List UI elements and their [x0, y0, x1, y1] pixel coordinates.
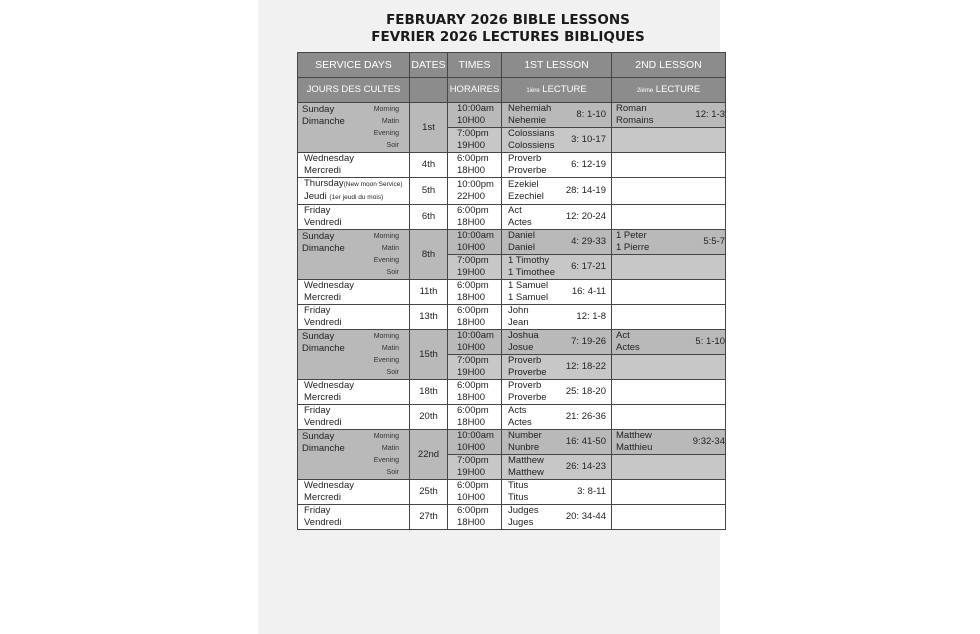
book-fr: Actes [616, 342, 640, 353]
date-cell: 13th [410, 305, 448, 330]
verse-ref: 7: 19-26 [571, 336, 606, 347]
date-cell: 22nd [410, 430, 448, 480]
day-en: Friday [304, 205, 331, 216]
day-en: Wednesday [304, 280, 354, 291]
lesson2-cell [612, 480, 726, 505]
time-en: 6:00pm [457, 505, 489, 516]
book-fr: Ezechiel [508, 191, 544, 202]
time-fr: 18H00 [457, 217, 485, 228]
time-fr: 10H00 [457, 115, 485, 126]
time-en: 7:00pm [457, 455, 489, 466]
time-cell [448, 405, 502, 430]
lesson1-cell [502, 505, 612, 530]
morning-label: Morning [373, 232, 399, 240]
day-cell [298, 505, 410, 530]
book-en: 1 Timothy [508, 255, 550, 266]
day-en: Thursday [304, 178, 344, 189]
day-fr: Mercredi [304, 492, 341, 503]
table-row [298, 305, 726, 330]
table-row [298, 280, 726, 305]
time-en: 6:00pm [457, 380, 489, 391]
lesson2-cell [612, 505, 726, 530]
lesson1-cell [502, 430, 612, 455]
verse-ref: 5: 1-10 [695, 336, 725, 347]
header-times: TIMES [448, 53, 502, 78]
date-cell: 25th [410, 480, 448, 505]
lesson1-cell [502, 330, 612, 355]
verse-ref: 9:32-34 [692, 436, 725, 447]
day-fr: Vendredi [304, 217, 342, 228]
day-en: Wednesday [304, 153, 354, 164]
day-en: Sunday [302, 430, 335, 442]
book-en: Matthew [616, 430, 652, 441]
book-fr: Proverbe [508, 392, 547, 403]
page-subtitle: FEVRIER 2026 LECTURES BIBLIQUES [371, 29, 645, 45]
time-en: 6:00pm [457, 305, 489, 316]
book-fr: Proverbe [508, 367, 547, 378]
time-cell [448, 178, 502, 205]
day-cell [298, 405, 410, 430]
header-service-days: SERVICE DAYS [298, 53, 410, 78]
verse-ref: 12: 20-24 [565, 211, 606, 222]
day-cell [298, 480, 410, 505]
lesson1-cell [502, 405, 612, 430]
matin-label: Matin [381, 244, 399, 252]
soir-label: Soir [386, 368, 399, 376]
day-en: Friday [304, 405, 331, 416]
verse-ref: 21: 26-36 [565, 411, 606, 422]
day-fr: Dimanche [302, 242, 345, 254]
header-row-fr [298, 78, 726, 103]
time-cell [448, 355, 502, 380]
time-cell [448, 380, 502, 405]
day-cell [298, 178, 410, 205]
day-cell [298, 305, 410, 330]
day-cell [298, 205, 410, 230]
book-fr: Matthieu [616, 442, 653, 453]
time-cell [448, 280, 502, 305]
header-lecture1 [502, 78, 612, 103]
lesson2-cell [612, 255, 726, 280]
lesson1-cell [502, 178, 612, 205]
morning-label: Morning [373, 105, 399, 113]
time-cell [448, 153, 502, 178]
book-fr: Josue [508, 342, 534, 353]
verse-ref: 20: 34-44 [565, 511, 606, 522]
matin-label: Matin [381, 444, 399, 452]
day-fr: Vendredi [304, 317, 342, 328]
table-row [298, 405, 726, 430]
day-fr: Vendredi [304, 517, 342, 528]
date-cell: 6th [410, 205, 448, 230]
day-fr: Mercredi [304, 292, 341, 303]
day-en: Sunday [302, 230, 335, 242]
time-en: 6:00pm [457, 153, 489, 164]
lesson1-cell [502, 205, 612, 230]
book-fr: Romains [616, 115, 654, 126]
lesson2-cell [612, 330, 726, 355]
book-fr: Nehemie [508, 115, 547, 126]
table-row [298, 103, 726, 128]
time-cell [448, 230, 502, 255]
lesson2-cell [612, 128, 726, 153]
table-row [298, 480, 726, 505]
lesson-table [297, 52, 726, 530]
lecture2-label: LECTURE [653, 83, 701, 95]
time-fr: 18H00 [457, 517, 485, 528]
day-fr: Dimanche [302, 342, 345, 354]
lesson1-cell [502, 355, 612, 380]
day-note-en: (New moon Service) [343, 181, 403, 188]
soir-label: Soir [386, 468, 399, 476]
day-en: Wednesday [304, 380, 354, 391]
evening-label: Evening [373, 356, 399, 364]
book-en: Daniel [508, 230, 535, 241]
morning-label: Morning [373, 332, 399, 340]
time-en: 10:00am [457, 230, 494, 241]
verse-ref: 12: 18-22 [565, 361, 606, 372]
lesson2-cell [612, 405, 726, 430]
time-en: 6:00pm [457, 405, 489, 416]
header-lecture2 [612, 78, 726, 103]
time-fr: 22H00 [457, 191, 485, 202]
verse-ref: 5:5-7 [703, 236, 725, 247]
verse-ref: 12: 1-3 [695, 109, 725, 120]
time-fr: 18H00 [457, 317, 485, 328]
day-cell [298, 280, 410, 305]
verse-ref: 16: 41-50 [565, 436, 606, 447]
book-fr: Jean [508, 317, 529, 328]
book-en: Colossians [508, 128, 555, 139]
time-fr: 19H00 [457, 367, 485, 378]
day-en: Friday [304, 505, 331, 516]
verse-ref: 16: 4-11 [571, 286, 606, 297]
time-fr: 19H00 [457, 467, 485, 478]
book-en: Ezekiel [508, 179, 539, 190]
date-cell: 11th [410, 280, 448, 305]
page-title: FEBRUARY 2026 BIBLE LESSONS [386, 12, 630, 28]
time-cell [448, 430, 502, 455]
book-fr: Matthew [508, 467, 544, 478]
lesson1-cell [502, 255, 612, 280]
time-cell [448, 205, 502, 230]
time-cell [448, 505, 502, 530]
lesson2-cell [612, 430, 726, 455]
lesson1-cell [502, 153, 612, 178]
book-en: Judges [508, 505, 539, 516]
morning-label: Morning [373, 432, 399, 440]
book-en: 1 Peter [616, 230, 647, 241]
day-fr: Jeudi [304, 191, 327, 202]
time-fr: 19H00 [457, 140, 485, 151]
time-en: 7:00pm [457, 355, 489, 366]
time-en: 6:00pm [457, 280, 489, 291]
lesson2-cell [612, 153, 726, 178]
table-row [298, 205, 726, 230]
book-fr: Daniel [508, 242, 535, 253]
time-fr: 18H00 [457, 392, 485, 403]
header-lesson2: 2ND LESSON [612, 53, 726, 78]
book-en: Acts [508, 405, 527, 416]
time-fr: 18H00 [457, 292, 485, 303]
book-fr: 1 Pierre [616, 242, 650, 253]
book-en: John [508, 305, 529, 316]
book-fr: Proverbe [508, 165, 547, 176]
time-cell [448, 103, 502, 128]
time-fr: 18H00 [457, 165, 485, 176]
book-en: Joshua [508, 330, 539, 341]
date-cell: 27th [410, 505, 448, 530]
header-dates-fr [410, 78, 448, 103]
day-fr: Vendredi [304, 417, 342, 428]
day-fr: Mercredi [304, 392, 341, 403]
day-fr: Mercredi [304, 165, 341, 176]
book-en: Matthew [508, 455, 544, 466]
soir-label: Soir [386, 141, 399, 149]
time-cell [448, 305, 502, 330]
time-cell [448, 480, 502, 505]
time-cell [448, 330, 502, 355]
book-fr: 1 Samuel [508, 292, 549, 303]
header-row-en [298, 53, 726, 78]
table-row [298, 230, 726, 255]
book-en: Number [508, 430, 542, 441]
time-fr: 10H00 [457, 492, 485, 503]
day-fr: Dimanche [302, 115, 345, 127]
lesson1-cell [502, 305, 612, 330]
evening-label: Evening [373, 129, 399, 137]
book-en: Act [616, 330, 630, 341]
time-en: 6:00pm [457, 480, 489, 491]
lesson2-cell [612, 355, 726, 380]
verse-ref: 26: 14-23 [565, 461, 606, 472]
table-row [298, 430, 726, 455]
day-cell [298, 153, 410, 178]
lesson1-cell [502, 103, 612, 128]
time-en: 10:00am [457, 103, 494, 114]
verse-ref: 3: 10-17 [571, 134, 606, 145]
lesson1-cell [502, 128, 612, 153]
lesson2-cell [612, 305, 726, 330]
day-note-fr: (1er jeudi du mois) [329, 194, 384, 201]
book-fr: Nunbre [508, 442, 540, 453]
lesson1-cell [502, 280, 612, 305]
lecture2-sup: 2ième [636, 87, 654, 94]
table-row [298, 505, 726, 530]
lesson1-cell [502, 230, 612, 255]
lesson2-cell [612, 103, 726, 128]
time-en: 10:00am [457, 330, 494, 341]
date-cell: 18th [410, 380, 448, 405]
sunday-cell [298, 330, 410, 380]
date-cell: 5th [410, 178, 448, 205]
book-fr: Titus [508, 492, 529, 503]
lesson1-cell [502, 480, 612, 505]
book-fr: Colossiens [508, 140, 555, 151]
time-cell [448, 455, 502, 480]
evening-label: Evening [373, 256, 399, 264]
sunday-cell [298, 103, 410, 153]
lesson1-cell [502, 455, 612, 480]
time-en: 6:00pm [457, 205, 489, 216]
time-fr: 18H00 [457, 417, 485, 428]
verse-ref: 12: 1-8 [576, 311, 606, 322]
book-en: Roman [616, 103, 647, 114]
table-row [298, 330, 726, 355]
lecture1-label: LECTURE [539, 83, 587, 95]
verse-ref: 6: 12-19 [571, 159, 606, 170]
book-fr: 1 Timothee [508, 267, 555, 278]
book-fr: Actes [508, 417, 532, 428]
time-fr: 10H00 [457, 342, 485, 353]
lesson2-cell [612, 230, 726, 255]
time-cell [448, 255, 502, 280]
day-en: Sunday [302, 103, 335, 115]
verse-ref: 4: 29-33 [571, 236, 606, 247]
matin-label: Matin [381, 344, 399, 352]
verse-ref: 6: 17-21 [571, 261, 606, 272]
time-fr: 10H00 [457, 442, 485, 453]
verse-ref: 8: 1-10 [576, 109, 606, 120]
header-lesson1: 1ST LESSON [502, 53, 612, 78]
time-fr: 10H00 [457, 242, 485, 253]
table-row [298, 380, 726, 405]
day-en: Wednesday [304, 480, 354, 491]
header-dates: DATES [410, 53, 448, 78]
book-en: Proverb [508, 153, 542, 164]
time-en: 10:00pm [457, 179, 494, 190]
time-fr: 19H00 [457, 267, 485, 278]
table-row [298, 178, 726, 205]
lesson2-cell [612, 380, 726, 405]
book-en: 1 Samuel [508, 280, 549, 291]
lecture1-sup: 1ière [526, 87, 540, 94]
time-en: 7:00pm [457, 128, 489, 139]
day-en: Friday [304, 305, 331, 316]
lesson1-cell [502, 380, 612, 405]
book-en: Proverb [508, 355, 542, 366]
verse-ref: 3: 8-11 [577, 486, 606, 497]
date-cell: 20th [410, 405, 448, 430]
book-en: Proverb [508, 380, 542, 391]
verse-ref: 28: 14-19 [565, 185, 606, 196]
evening-label: Evening [373, 456, 399, 464]
book-fr: Juges [508, 517, 534, 528]
matin-label: Matin [381, 117, 399, 125]
time-en: 10:00am [457, 430, 494, 441]
day-en: Sunday [302, 330, 335, 342]
lesson2-cell [612, 280, 726, 305]
table-row [298, 153, 726, 178]
day-fr: Dimanche [302, 442, 345, 454]
book-en: Titus [508, 480, 529, 491]
book-fr: Actes [508, 217, 532, 228]
lesson2-cell [612, 455, 726, 480]
verse-ref: 25: 18-20 [565, 386, 606, 397]
date-cell: 8th [410, 230, 448, 280]
lesson2-cell [612, 178, 726, 205]
time-cell [448, 128, 502, 153]
day-cell [298, 380, 410, 405]
sunday-cell [298, 430, 410, 480]
book-en: Act [508, 205, 522, 216]
lesson2-cell [612, 205, 726, 230]
header-jours: JOURS DES CULTES [298, 78, 410, 103]
header-horaires: HORAIRES [448, 78, 502, 103]
lesson-table-container [297, 52, 725, 540]
date-cell: 15th [410, 330, 448, 380]
sunday-cell [298, 230, 410, 280]
date-cell: 1st [410, 103, 448, 153]
date-cell: 4th [410, 153, 448, 178]
time-en: 7:00pm [457, 255, 489, 266]
book-en: Nehemiah [508, 103, 552, 114]
soir-label: Soir [386, 268, 399, 276]
